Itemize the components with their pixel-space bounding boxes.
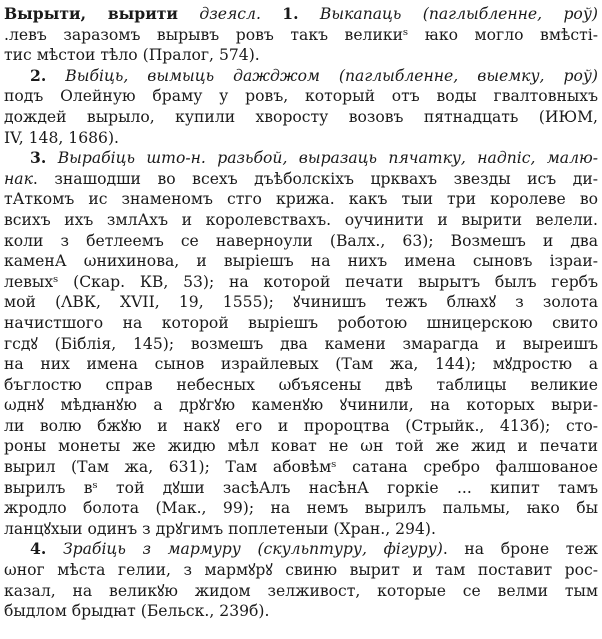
text-segment	[46, 67, 65, 85]
text-segment: дождей вырыло, купили хворосту возовъ пятнадцать (ИЮМ,	[4, 107, 598, 126]
bold-text: Вырыти, вырити	[4, 4, 178, 23]
text-segment	[178, 5, 199, 23]
italic-text: Вырабіць што-н. разьбой, выразаць пячатку, надпіс, малю-	[57, 149, 598, 168]
text-segment: каменА ωнихинова, и вырiешъ на нихъ имена сыновъ iзраи-	[4, 252, 598, 271]
entry-line	[4, 148, 598, 169]
entry-line	[4, 539, 598, 560]
bold-text: 1.	[282, 4, 299, 23]
text-segment: ωног мѣста гелии, з мармꙋрꙋ свиню вырит и там поставит рос-	[4, 561, 598, 580]
text-segment	[299, 5, 320, 23]
text-segment: левыхˢ (Скар. КВ, 53); на которой печати вырытъ былъ гербъ	[4, 272, 598, 291]
text-segment: на них имена сынов израйлевых (Там жа, 144); мꙋдростю а	[4, 355, 598, 374]
entry-line	[4, 313, 598, 334]
text-segment	[46, 149, 57, 167]
text-segment: быдлом брыдꙗт (Бельск., 239б).	[4, 602, 270, 621]
text-segment: мой (ΛВК, XVII, 19, 1555); ꙋчинишъ тежъ блꙗхꙋ з золота	[4, 293, 598, 312]
text-segment: всихъ ихъ змлАхъ и королевствахъ. оучинити и вырити велели.	[4, 210, 598, 229]
text-segment	[46, 540, 63, 558]
sense-4	[4, 539, 598, 621]
entry-line	[4, 272, 598, 293]
italic-text: Зрабіць з мармуру (скульптуру, фігуру)	[62, 540, 443, 559]
entry-line	[4, 354, 598, 375]
text-segment	[261, 5, 282, 23]
text-segment: казал, на великꙋю жидом зелживост, которые се велми тым	[4, 581, 598, 600]
text-segment: IV, 148, 1686).	[4, 128, 120, 147]
text-segment: . на броне теж	[442, 540, 598, 559]
entry-line	[4, 107, 598, 128]
sense-1	[4, 4, 598, 66]
text-segment: ланцꙋхыи одинъ з дрꙋгимъ поплетеныи (Хран., 294).	[4, 519, 436, 538]
text-segment: тис мѣстои тѣло (Пралог, 574).	[4, 46, 260, 65]
entry-line	[4, 66, 598, 87]
entry-line	[4, 169, 598, 190]
entry-line	[4, 189, 598, 210]
entry-line	[4, 231, 598, 252]
text-segment: бъглостю справ небесных ωбъясены двѣ таблицы великие	[4, 375, 598, 394]
text-segment: подъ Олейную браму у ровъ, который отъ воды гвалтовныхъ	[4, 87, 598, 106]
entry-line	[4, 478, 598, 499]
text-segment: роны монеты же жидю мѣл коват не ωн той же жид и печати	[4, 437, 598, 456]
entry-line	[4, 560, 598, 581]
sense-2	[4, 66, 598, 148]
dictionary-entry	[4, 4, 598, 622]
text-segment: ли волю бжꙋю и накꙋ его и пророцтва (Стрыйк., 413б); сто-	[4, 416, 598, 435]
text-segment: жродло болота (Мак., 99); на немъ вырилъ пальмы, ꙗко бы	[4, 499, 598, 518]
entry-line	[4, 416, 598, 437]
entry-line	[4, 436, 598, 457]
entry-line	[4, 45, 598, 66]
bold-text: 2.	[30, 65, 47, 85]
italic-text: нак	[4, 169, 33, 188]
text-segment: начистшого на которой вырiешъ роботою шницерскою свито	[4, 313, 598, 332]
entry-line	[4, 375, 598, 396]
entry-line	[4, 498, 598, 519]
entry-line	[4, 251, 598, 272]
bold-text: 3.	[30, 148, 47, 168]
entry-line	[4, 581, 598, 602]
text-segment: коли з бетлеемъ се наверноули (Валх., 63); Возмешъ и два	[4, 231, 598, 250]
entry-line	[4, 601, 598, 622]
text-segment: вырил (Там жа, 631); Там абовѣмˢ сатана сребро фалшованое	[4, 458, 598, 477]
entry-line	[4, 334, 598, 355]
entry-line	[4, 25, 598, 46]
entry-line	[4, 128, 598, 149]
entry-line	[4, 292, 598, 313]
entry-line	[4, 4, 598, 25]
text-segment: тАткомъ ис знаменомъ стго крижа. какъ тыи три королеве во	[4, 190, 598, 209]
italic-text: дзеясл.	[199, 5, 261, 23]
entry-line	[4, 86, 598, 107]
text-segment: ωднꙋ мѣдꙗнꙋю а дрꙋгꙋю каменꙋю ꙋчинили, на которых выри-	[4, 396, 598, 415]
entry-line	[4, 519, 598, 540]
text-segment: .левъ заразомъ вырывъ ровъ такъ великиˢ ꙗко могло вмѣстi-	[4, 25, 598, 44]
text-segment: гсдꙋ (Біблія, 145); возмешъ два камени змарагда и выреишъ	[4, 334, 598, 353]
entry-line	[4, 457, 598, 478]
bold-text: 4.	[30, 539, 47, 559]
italic-text: Выбіць, вымыць дажджом (паглыбленне, выемку, роў)	[65, 66, 598, 85]
italic-text: Выкапаць (паглыбленне, роў)	[319, 5, 598, 23]
entry-line	[4, 395, 598, 416]
text-segment: . знашодши во всехъ дъѣболскiхъ црквахъ звезды исъ ди-	[32, 169, 598, 188]
entry-line	[4, 210, 598, 231]
text-segment: вырилъ вˢ той дꙋши засѣАлъ насѣнА горкiе ... кипит тамъ	[4, 478, 598, 497]
sense-3	[4, 148, 598, 539]
